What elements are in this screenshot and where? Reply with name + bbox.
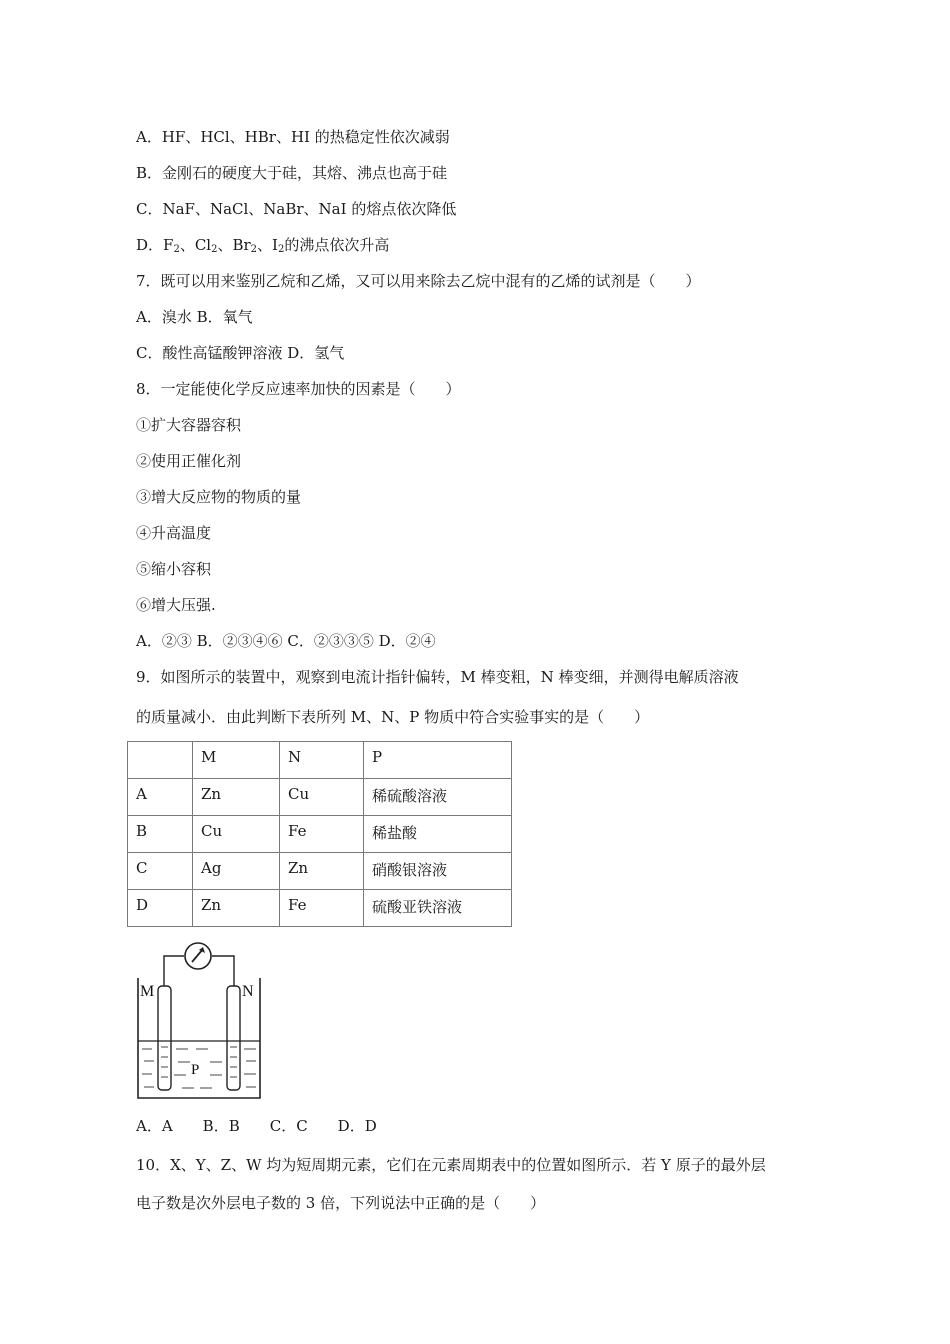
table-cell: N — [280, 742, 364, 779]
wire-right — [212, 956, 234, 986]
electrode-m — [158, 986, 171, 1090]
table-cell: M — [193, 742, 280, 779]
table-cell: Zn — [193, 779, 280, 816]
table-cell: Cu — [280, 779, 364, 816]
galvanic-cell-diagram — [134, 934, 264, 1104]
galvanometer-icon — [185, 943, 211, 969]
q8-options: A．②③ B．②③④⑥ C．②③③⑤ D．②④ — [136, 632, 436, 650]
table-row — [128, 779, 512, 816]
table-cell: Zn — [193, 890, 280, 927]
q9-options: A．A B．B C．C D．D — [136, 1117, 377, 1135]
label-n: N — [242, 983, 254, 1000]
table-cell: A — [128, 779, 193, 816]
table-row — [128, 853, 512, 890]
q8-factor-4: ④升高温度 — [136, 524, 212, 542]
table-cell: D — [128, 890, 193, 927]
table-cell: Ag — [193, 853, 280, 890]
table-cell: P — [364, 742, 512, 779]
q8-factor-3: ③增大反应物的物质的量 — [136, 488, 302, 506]
table-cell: B — [128, 816, 193, 853]
q6-option-d: D．$F_2$、$Cl_2$、$Br_2$、$I_2$的沸点依次升高 — [136, 236, 390, 255]
label-p: P — [191, 1062, 200, 1078]
q7-options-ab: A．溴水 B．氧气 — [136, 308, 253, 326]
q7-options-cd: C．酸性高锰酸钾溶液 D．氢气 — [136, 344, 345, 362]
label-m: M — [140, 983, 155, 1000]
q10-stem-line2: 电子数是次外层电子数的 3 倍，下列说法中正确的是（ ） — [136, 1194, 546, 1212]
table-cell: Zn — [280, 853, 364, 890]
q9-stem-line1: 9．如图所示的装置中，观察到电流计指针偏转，M 棒变粗，N 棒变细，并测得电解质溶液 — [136, 668, 739, 686]
table-cell: 硝酸银溶液 — [364, 853, 512, 890]
table-cell: Fe — [280, 890, 364, 927]
table-row — [128, 816, 512, 853]
table-cell: Cu — [193, 816, 280, 853]
q8-factor-1: ①扩大容器容积 — [136, 416, 242, 434]
table-cell: Fe — [280, 816, 364, 853]
q9-stem-line2: 的质量减小．由此判断下表所列 M、N、P 物质中符合实验事实的是（ ） — [136, 708, 650, 726]
q8-factor-5: ⑤缩小容积 — [136, 560, 212, 578]
q7-stem: 7．既可以用来鉴别乙烷和乙烯，又可以用来除去乙烷中混有的乙烯的试剂是（ ） — [136, 272, 701, 290]
table-cell — [128, 742, 193, 779]
table-cell: 硫酸亚铁溶液 — [364, 890, 512, 927]
electrode-n — [227, 986, 240, 1090]
table-header-row — [128, 742, 512, 779]
table-cell: 稀硫酸溶液 — [364, 779, 512, 816]
table-row — [128, 890, 512, 927]
q6-option-b: B．金刚石的硬度大于硅，其熔、沸点也高于硅 — [136, 164, 448, 182]
q8-factor-2: ②使用正催化剂 — [136, 452, 242, 470]
q8-factor-6: ⑥增大压强. — [136, 596, 216, 614]
wire-left — [164, 956, 184, 986]
q10-stem-line1: 10．X、Y、Z、W 均为短周期元素，它们在元素周期表中的位置如图所示．若 Y 原子的最外层 — [136, 1156, 766, 1174]
q9-table — [127, 741, 512, 927]
table-cell: 稀盐酸 — [364, 816, 512, 853]
q6-option-a: A．HF、HCl、HBr、HI 的热稳定性依次减弱 — [136, 128, 450, 146]
q8-stem: 8．一定能使化学反应速率加快的因素是（ ） — [136, 380, 461, 398]
table-cell: C — [128, 853, 193, 890]
q6-option-c: C．NaF、NaCl、NaBr、NaI 的熔点依次降低 — [136, 200, 457, 218]
